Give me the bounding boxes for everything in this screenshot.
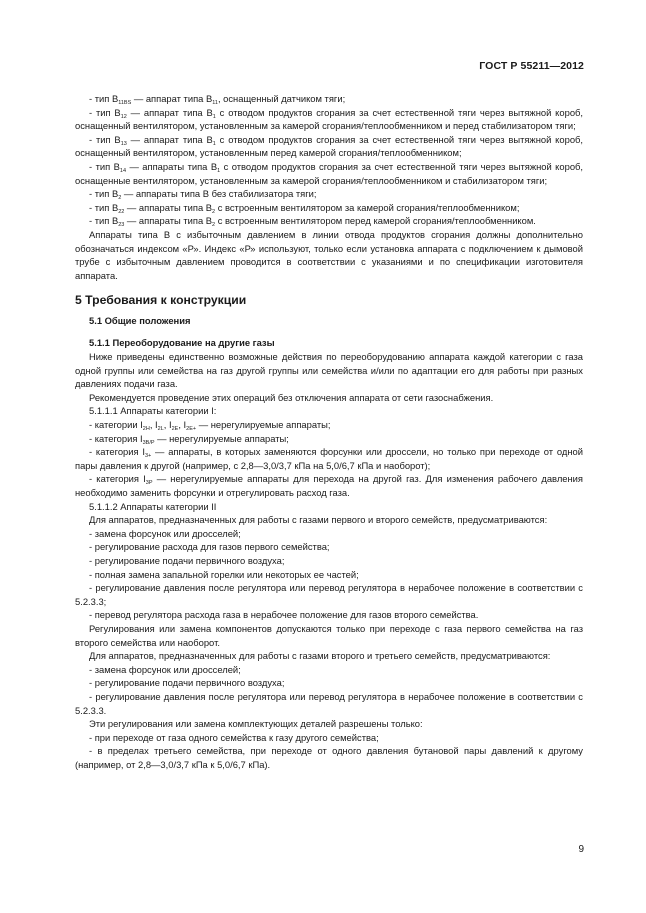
list-item: - регулирование подачи первичного воздуха; (89, 677, 285, 689)
type-b22-item: - тип $В_{22}$ — аппараты типа $В_2$ с встроенным вентилятором за камерой сгорания/теплообменником; (89, 201, 520, 215)
list-item: - замена форсунок или дросселей; (89, 527, 241, 539)
list-item: - полная замена запальной горелки или некоторых ее частей; (89, 568, 359, 580)
category-i3p-item: - категория $I_{3P}$ — нерегулируемые аппараты для перехода на другой газ. Для изменения рабочего давления необходимо заменить форсунки и отрегулировать расход газа. (75, 473, 583, 499)
clause-5-1-1-1: 5.1.1.1 Аппараты категории I: (89, 405, 217, 417)
type-b14-item: - тип $В_{14}$ — аппараты типа $В_1$ с отводом продуктов сгорания за счет естественной тяги через вытяжной короб, оснащенные вентилятором, установленным за камерой сгорания/теплообменником и стабилизатором тяги; (75, 160, 584, 186)
category-i3plus-item: - категория $I_{3+}$ — аппараты, в которых заменяются форсунки или дроссели, но только при переходе от одной пары давления к другой (например, с 2,8—3,0/3,7 кПа на 5,0/6,7 кПа и наоборот); (75, 446, 583, 471)
category-i3bp-item: - категория $I_{3B/P}$ — нерегулируемые аппараты; (89, 432, 289, 446)
section-5-1-heading: 5.1 Общие положения (89, 314, 191, 326)
list-item: - регулирование подачи первичного воздуха; (89, 555, 285, 566)
category-i2-item: - категории $I_{2H}$, $I_{2L}$, $I_{2E}$, $I_{2E+}$ — нерегулируемые аппараты; (89, 419, 331, 433)
standard-header: ГОСТ Р 55211—2012 (479, 60, 584, 72)
list-item: - регулирование расхода для газов первого семейства; (89, 541, 330, 553)
page-content (75, 92, 583, 772)
page-number: 9 (578, 844, 584, 855)
section-5-heading: 5 Требования к конструкции (75, 293, 247, 308)
paragraph-second-third-families: Для аппаратов, предназначенных для работы с газами второго и третьего семейств, предусматриваются: (89, 650, 551, 662)
type-b2-item: - тип $В_2$ — аппараты типа В без стабилизатора тяги; (89, 188, 317, 202)
paragraph-replacement-allowed: Регулирования или замена компонентов допускаются только при переходе с газа первого семейства на газ второго семейства или наоборот. (75, 622, 583, 648)
section-5-1-1-heading: 5.1.1 Переоборудование на другие газы (89, 336, 275, 348)
list-item: - в пределах третьего семейства, при переходе от одного давления бутановой пары давлений к другому (например, от 2,8—3,0/3,7 кПа к 5,0/6,7 кПа). (75, 745, 583, 770)
list-item: - регулирование давления после регулятора или перевод регулятора в нерабочее положение в соответствии с 5.2.3.3; (75, 582, 583, 607)
type-b12-item: - тип $В_{12}$ — аппарат типа $В_1$ с отводом продуктов сгорания за счет естественной тяги через вытяжной короб, оснащенный вентилятором, установленным за камерой сгорания/теплообменником и перед стабилизатором тяги; (75, 106, 584, 132)
type-b23-item: - тип $В_{23}$ — аппараты типа $В_2$ с встроенным вентилятором перед камерой сгорания/теплообменником. (89, 215, 536, 229)
list-item: - замена форсунок или дросселей; (89, 663, 241, 675)
paragraph-first-second-families: Для аппаратов, предназначенных для работы с газами первого и второго семейств, предусматриваются: (89, 514, 548, 526)
list-item: - при переходе от газа одного семейства к газу другого семейства; (89, 731, 379, 743)
paragraph-recommendation: Рекомендуется проведение этих операций без отключения аппарата от сети газоснабжения. (89, 391, 494, 403)
type-b11bs-item: - тип $В_{11BS}$ — аппарат типа $В_{11}$, оснащенный датчиком тяги; (89, 93, 346, 106)
list-item: - регулирование давления после регулятора или перевод регулятора в нерабочее положение в соответствии с 5.2.3.3. (75, 690, 583, 716)
paragraph-conversion-actions: Ниже приведены единственно возможные действия по переоборудованию аппарата каждой категории с газа одной группы или семейства на газ другой группы или семейства и/или по адаптации его для работы при разных давлениях подачи газа. (75, 351, 583, 390)
clause-5-1-1-2: 5.1.1.2 Аппараты категории II (89, 500, 217, 512)
paragraph-allowed-only: Эти регулирования или замена комплектующих деталей разрешены только: (89, 718, 423, 730)
type-b13-item: - тип $В_{13}$ — аппарат типа $В_1$ с отводом продуктов сгорания за счет естественной тяги через вытяжной короб, оснащенный вентилятором, установленным перед камерой сгорания/теплообменником; (75, 133, 584, 159)
list-item: - перевод регулятора расхода газа в нерабочее положение для газов второго семейства. (89, 609, 479, 621)
paragraph-index-p: Аппараты типа В с избыточным давлением в линии отвода продуктов сгорания должны дополнительно обозначаться индексом «Р». Индекс «Р» используют, только если установка аппарата с подключением к дымовой трубе с избыточным давлением проводится в соответствии с указаниями и по спецификации изготовителя аппарата. (75, 228, 583, 281)
